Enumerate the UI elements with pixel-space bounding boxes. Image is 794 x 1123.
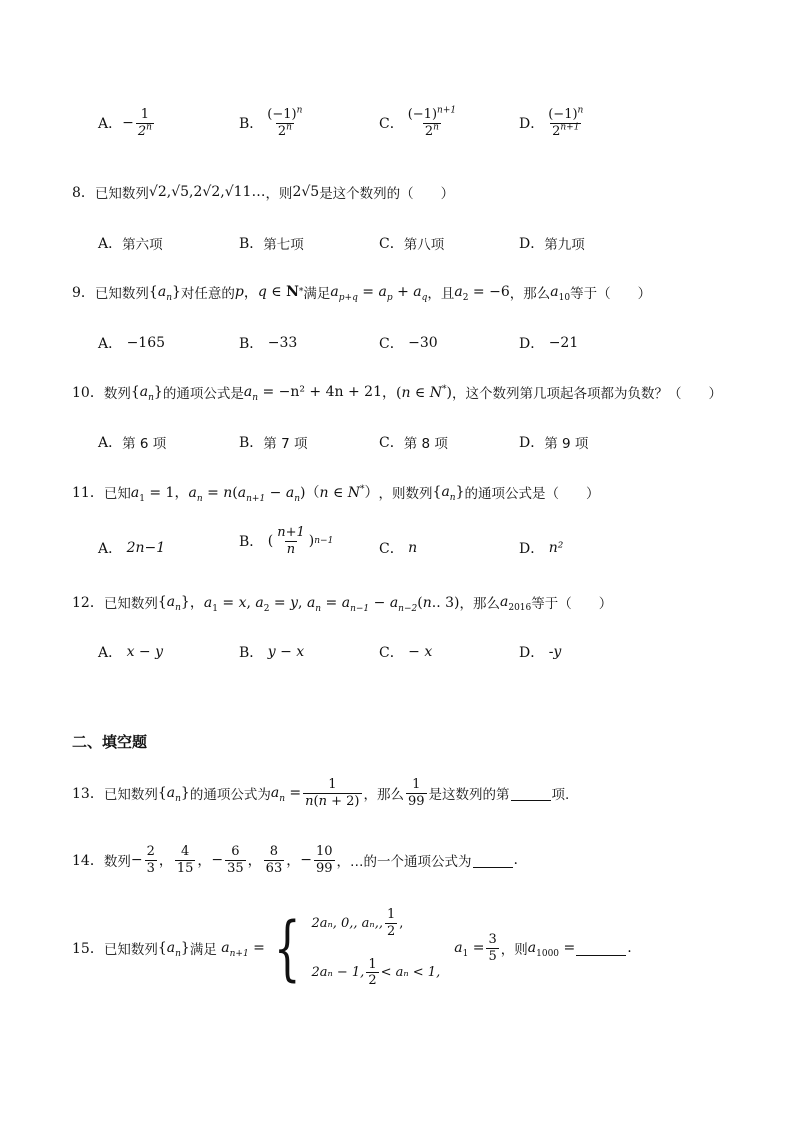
ellipsis: … bbox=[251, 184, 266, 200]
q7-option-a bbox=[98, 108, 156, 138]
denominator: 35 bbox=[227, 860, 244, 876]
fraction bbox=[265, 105, 304, 139]
q9-option-d bbox=[519, 333, 578, 353]
numerator: 10 bbox=[315, 844, 333, 859]
numerator: 4 bbox=[180, 844, 190, 859]
denominator bbox=[136, 123, 154, 139]
option-letter: B． bbox=[239, 534, 264, 551]
numerator bbox=[406, 105, 458, 123]
q11-stem bbox=[72, 482, 600, 502]
num-base: (−1) bbox=[267, 107, 297, 122]
math: q bbox=[257, 284, 267, 300]
sign: − bbox=[211, 852, 224, 869]
stem-text: 是这数列的第 bbox=[428, 787, 510, 804]
stem-text: 是这个数列的（ ） bbox=[319, 186, 455, 202]
option-letter: D． bbox=[519, 435, 545, 451]
question-number: 12． bbox=[72, 595, 104, 611]
option-letter: A． bbox=[98, 336, 123, 352]
fraction bbox=[275, 526, 307, 556]
fraction bbox=[136, 108, 154, 138]
answer-blank[interactable] bbox=[511, 786, 551, 801]
case-expr: < aₙ < 1, bbox=[380, 965, 441, 981]
option-letter: A． bbox=[98, 645, 123, 661]
numerator: 2 bbox=[146, 844, 155, 859]
seq-symbol: $\{a_n\}$ bbox=[157, 594, 190, 613]
denominator: n bbox=[286, 541, 296, 557]
period: . bbox=[627, 940, 632, 956]
seq-term: 2√2 bbox=[193, 184, 221, 200]
fraction bbox=[546, 105, 585, 139]
stem-text: ，那么 bbox=[509, 286, 551, 302]
option-text: −21 bbox=[548, 335, 579, 351]
case-2 bbox=[311, 958, 440, 988]
stem-text: ，那么 bbox=[459, 596, 500, 612]
numerator bbox=[546, 105, 585, 123]
q15-stem bbox=[72, 908, 632, 988]
stem-text: ，则 bbox=[500, 942, 528, 958]
den-base: 2 bbox=[424, 123, 434, 139]
math: ，$a_1 = x$, $a_2 = y$, $a_n = a_{n-1} - a_{n-2}(n$.. 3) bbox=[189, 595, 460, 614]
stem-text: 已知数列 bbox=[94, 286, 149, 302]
stem-text: ，则 bbox=[265, 186, 293, 202]
stem-text: 对任意的 bbox=[180, 286, 235, 302]
q9-option-c bbox=[379, 333, 438, 353]
denominator: 99 bbox=[315, 860, 333, 876]
num-base: (−1) bbox=[407, 107, 438, 122]
left-brace: { bbox=[273, 907, 301, 989]
stem-text: 已知数列 bbox=[103, 942, 158, 958]
fraction bbox=[145, 845, 157, 875]
numerator: 3 bbox=[488, 931, 497, 947]
option-text: 2n−1 bbox=[126, 540, 166, 556]
option-text: -y bbox=[548, 644, 562, 660]
comma: ， bbox=[243, 285, 258, 301]
numerator: 1 bbox=[140, 107, 150, 122]
q8-option-c bbox=[379, 233, 444, 253]
numerator: 1 bbox=[368, 956, 377, 972]
math: $a_{p+q} = a_p + a_q$ bbox=[330, 284, 428, 303]
question-number: 8． bbox=[72, 185, 95, 201]
q11-option-b: B． ( $\frac{n+1}{n}$ ) n−1 bbox=[239, 525, 334, 557]
denominator: 15 bbox=[176, 860, 194, 876]
option-text: 第八项 bbox=[403, 237, 445, 253]
fraction bbox=[366, 958, 378, 988]
q11-option-a bbox=[98, 538, 165, 558]
numerator bbox=[265, 105, 304, 123]
q8-option-b bbox=[239, 233, 304, 253]
option-text: 第七项 bbox=[263, 237, 304, 253]
option-text: 第九项 bbox=[544, 237, 585, 253]
case-expr: 2aₙ, 0,, aₙ,, bbox=[311, 915, 383, 931]
case-1: 2aₙ, 0,, aₙ,, $\frac{1}{2}$ , bbox=[311, 907, 404, 939]
q8-option-a bbox=[98, 233, 163, 253]
q7-option-c bbox=[379, 105, 460, 139]
fraction bbox=[486, 933, 498, 963]
q10-option-d bbox=[519, 432, 588, 452]
stem-text: 等于（ ） bbox=[570, 286, 652, 302]
numerator: 1 bbox=[328, 777, 337, 792]
option-text: −33 bbox=[267, 335, 298, 351]
q7-option-d bbox=[519, 105, 587, 139]
fraction bbox=[225, 845, 246, 875]
option-letter: A． bbox=[98, 236, 123, 252]
math: $a_{n+1}$ = bbox=[221, 940, 265, 959]
option-text: 第 7 项 bbox=[263, 436, 308, 452]
option-letter: C． bbox=[379, 541, 404, 557]
stem-text: 已知 bbox=[103, 486, 131, 502]
q8-option-d bbox=[519, 233, 585, 253]
denominator: 63 bbox=[265, 860, 283, 876]
stem-text: ，则数列 bbox=[378, 486, 433, 502]
answer-blank[interactable] bbox=[576, 941, 626, 956]
q12-option-d bbox=[519, 642, 561, 662]
option-letter: A． bbox=[98, 541, 123, 557]
den-exp: n bbox=[433, 122, 439, 133]
option-letter: B． bbox=[239, 116, 264, 133]
denominator bbox=[423, 123, 441, 139]
q7-option-b bbox=[239, 105, 306, 139]
q14-stem: 14． 数列 − $\frac{2}{3}$ ， $\frac{4}{15}$ ， − $\frac{6}{35}$ ， $\frac{8}{63}$ ， − $\frac{10}{99}$ ，…的一个通项公式为 . bbox=[72, 844, 518, 876]
numerator: 1 bbox=[412, 777, 421, 792]
stem-text: ，且 bbox=[427, 286, 455, 302]
stem-text: 满足 bbox=[303, 286, 331, 302]
seq-symbol: $\{a_n\}$ bbox=[432, 484, 465, 503]
option-text: n bbox=[408, 540, 418, 556]
denominator: 2 bbox=[386, 923, 396, 939]
stem-text: ，那么 bbox=[363, 787, 404, 804]
math: p bbox=[234, 284, 244, 300]
den-exp: n+1 bbox=[560, 122, 580, 133]
denominator: n(n + 2) bbox=[305, 793, 360, 809]
option-letter: A． bbox=[98, 435, 123, 451]
q11-option-d bbox=[519, 538, 563, 558]
num-exp: n+1 bbox=[437, 105, 457, 116]
math: ，(n ∈ N*) bbox=[381, 384, 452, 401]
piecewise-cases bbox=[311, 908, 440, 988]
den-exp: n bbox=[286, 122, 292, 133]
option-text: 第 8 项 bbox=[403, 436, 448, 452]
q10-stem bbox=[72, 382, 722, 402]
q12-option-a bbox=[98, 642, 163, 662]
seq-symbol: $\{a_n\}$ bbox=[157, 785, 190, 804]
option-letter: C． bbox=[379, 435, 404, 451]
stem-text: 满足 bbox=[189, 942, 217, 958]
denominator: 3 bbox=[146, 860, 155, 876]
option-text: n² bbox=[548, 540, 564, 556]
sign: − bbox=[130, 852, 143, 869]
stem-text: 数列 bbox=[103, 854, 131, 871]
option-letter: C． bbox=[379, 236, 404, 252]
den-base: 2 bbox=[277, 123, 287, 139]
option-letter: C． bbox=[379, 336, 404, 352]
q13-stem bbox=[72, 778, 569, 808]
q12-stem bbox=[72, 592, 612, 612]
num-exp: n bbox=[296, 105, 303, 116]
stem-text: 等于（ ） bbox=[531, 596, 613, 612]
target-term: 2√5 bbox=[292, 184, 320, 200]
question-number: 14． bbox=[72, 853, 104, 870]
seq-term: √5 bbox=[171, 184, 190, 200]
denominator: 99 bbox=[408, 793, 425, 809]
fraction bbox=[175, 845, 196, 875]
seq-term: √2 bbox=[148, 184, 167, 200]
numerator: n+1 bbox=[277, 525, 305, 540]
question-number: 13． bbox=[72, 786, 104, 803]
sign: − bbox=[300, 852, 312, 869]
q9-option-a bbox=[98, 333, 165, 353]
option-letter: A． bbox=[98, 116, 123, 133]
option-text: −30 bbox=[408, 335, 438, 351]
fraction bbox=[314, 845, 335, 875]
option-text: − x bbox=[408, 644, 433, 660]
math: $a_2 = -6$ bbox=[454, 284, 510, 303]
answer-blank[interactable] bbox=[473, 853, 513, 868]
option-letter: B． bbox=[239, 435, 264, 451]
denominator bbox=[276, 123, 294, 139]
fraction bbox=[303, 778, 361, 808]
q11-option-c bbox=[379, 538, 417, 558]
denominator bbox=[550, 123, 581, 139]
case-expr: 2aₙ − 1, bbox=[311, 965, 365, 981]
stem-text: ，…的一个通项公式为 bbox=[336, 854, 472, 871]
option-letter: D． bbox=[519, 336, 545, 352]
denominator: 2 bbox=[368, 973, 377, 989]
question-number: 9． bbox=[72, 285, 95, 301]
fraction bbox=[406, 105, 458, 139]
math: $a_{2016}$ bbox=[499, 594, 532, 613]
option-letter: B． bbox=[239, 236, 264, 252]
seq-symbol: $\{a_n\}$ bbox=[130, 384, 163, 403]
numerator: 1 bbox=[386, 907, 396, 922]
denominator: 5 bbox=[488, 948, 497, 964]
question-number: 15． bbox=[72, 941, 104, 957]
stem-text: 数列 bbox=[103, 386, 131, 402]
q10-option-a bbox=[98, 432, 166, 452]
den-exp: n bbox=[146, 122, 152, 133]
option-text: 第六项 bbox=[122, 237, 163, 253]
seq-symbol: $\{a_n\}$ bbox=[157, 940, 190, 959]
question-number: 10． bbox=[72, 385, 104, 401]
math: $a_{1000}$ = bbox=[527, 940, 576, 959]
numerator: 6 bbox=[231, 844, 240, 859]
option-text: x − y bbox=[126, 644, 164, 660]
math: $a_{10}$ bbox=[550, 284, 571, 303]
comma: , bbox=[220, 184, 225, 200]
num-exp: n bbox=[577, 105, 584, 116]
math: $a_1 = 1$，$a_n = n(a_{n+1} - a_n)(n$ ∈ N*） bbox=[130, 484, 379, 504]
option-letter: D． bbox=[519, 116, 545, 133]
fraction bbox=[385, 908, 397, 938]
num-base: (−1) bbox=[548, 107, 578, 122]
math: $a_n$ = bbox=[270, 785, 302, 804]
question-number: 11． bbox=[72, 485, 104, 501]
q9-stem: 9． 已知数列 $\{a_n\}$ 对任意的 p ， q ∈ N * 满足 $a_{p+q} = a_p + a_q$ ，且 $a_2 = -6$ ，那么 $a_{10}$ 等于（ ） bbox=[72, 284, 652, 303]
option-letter: D． bbox=[519, 645, 545, 661]
option-letter: C． bbox=[379, 116, 404, 133]
q8-stem bbox=[72, 182, 454, 202]
neg-sign: − bbox=[122, 115, 134, 132]
option-letter: B． bbox=[239, 336, 264, 352]
q12-option-c bbox=[379, 642, 432, 662]
stem-text: 已知数列 bbox=[103, 787, 158, 804]
option-text: 第 6 项 bbox=[122, 436, 167, 452]
option-letter: B． bbox=[239, 645, 264, 661]
option-text: 第 9 项 bbox=[544, 436, 589, 452]
fraction bbox=[264, 845, 285, 875]
math: $a_1$ = bbox=[454, 940, 485, 959]
den-base: 2 bbox=[137, 123, 147, 139]
comma: , bbox=[189, 184, 194, 200]
stem-text: 的通项公式是 bbox=[162, 386, 244, 402]
stem-text: 已知数列 bbox=[103, 596, 158, 612]
stem-text: ，这个数列第几项起各项都为负数？（ ） bbox=[451, 386, 722, 402]
period: . bbox=[513, 852, 518, 869]
q9-option-b bbox=[239, 333, 297, 353]
math: $a_n$ bbox=[243, 384, 258, 403]
fraction bbox=[406, 778, 427, 808]
option-letter: C． bbox=[379, 645, 404, 661]
q10-option-b bbox=[239, 432, 307, 452]
option-letter: D． bbox=[519, 541, 545, 557]
seq-symbol: $\{a_n\}$ bbox=[148, 284, 181, 303]
seq-term: √11 bbox=[224, 184, 252, 200]
stem-text: 项. bbox=[551, 787, 570, 804]
option-letter: D． bbox=[519, 236, 545, 252]
option-text: −165 bbox=[126, 335, 166, 351]
den-base: 2 bbox=[552, 123, 561, 139]
option-text: y − x bbox=[267, 644, 305, 660]
stem-text: 的通项公式为 bbox=[189, 787, 271, 804]
comma: , bbox=[166, 184, 172, 200]
q12-option-b bbox=[239, 642, 304, 662]
stem-text: 的通项公式是（ ） bbox=[464, 486, 600, 502]
section-title: 二、填空题 bbox=[72, 733, 148, 751]
numerator: 8 bbox=[269, 844, 279, 859]
stem-text: 已知数列 bbox=[94, 186, 149, 202]
q10-option-c bbox=[379, 432, 448, 452]
formula: = −n² + 4n + 21 bbox=[262, 384, 382, 400]
